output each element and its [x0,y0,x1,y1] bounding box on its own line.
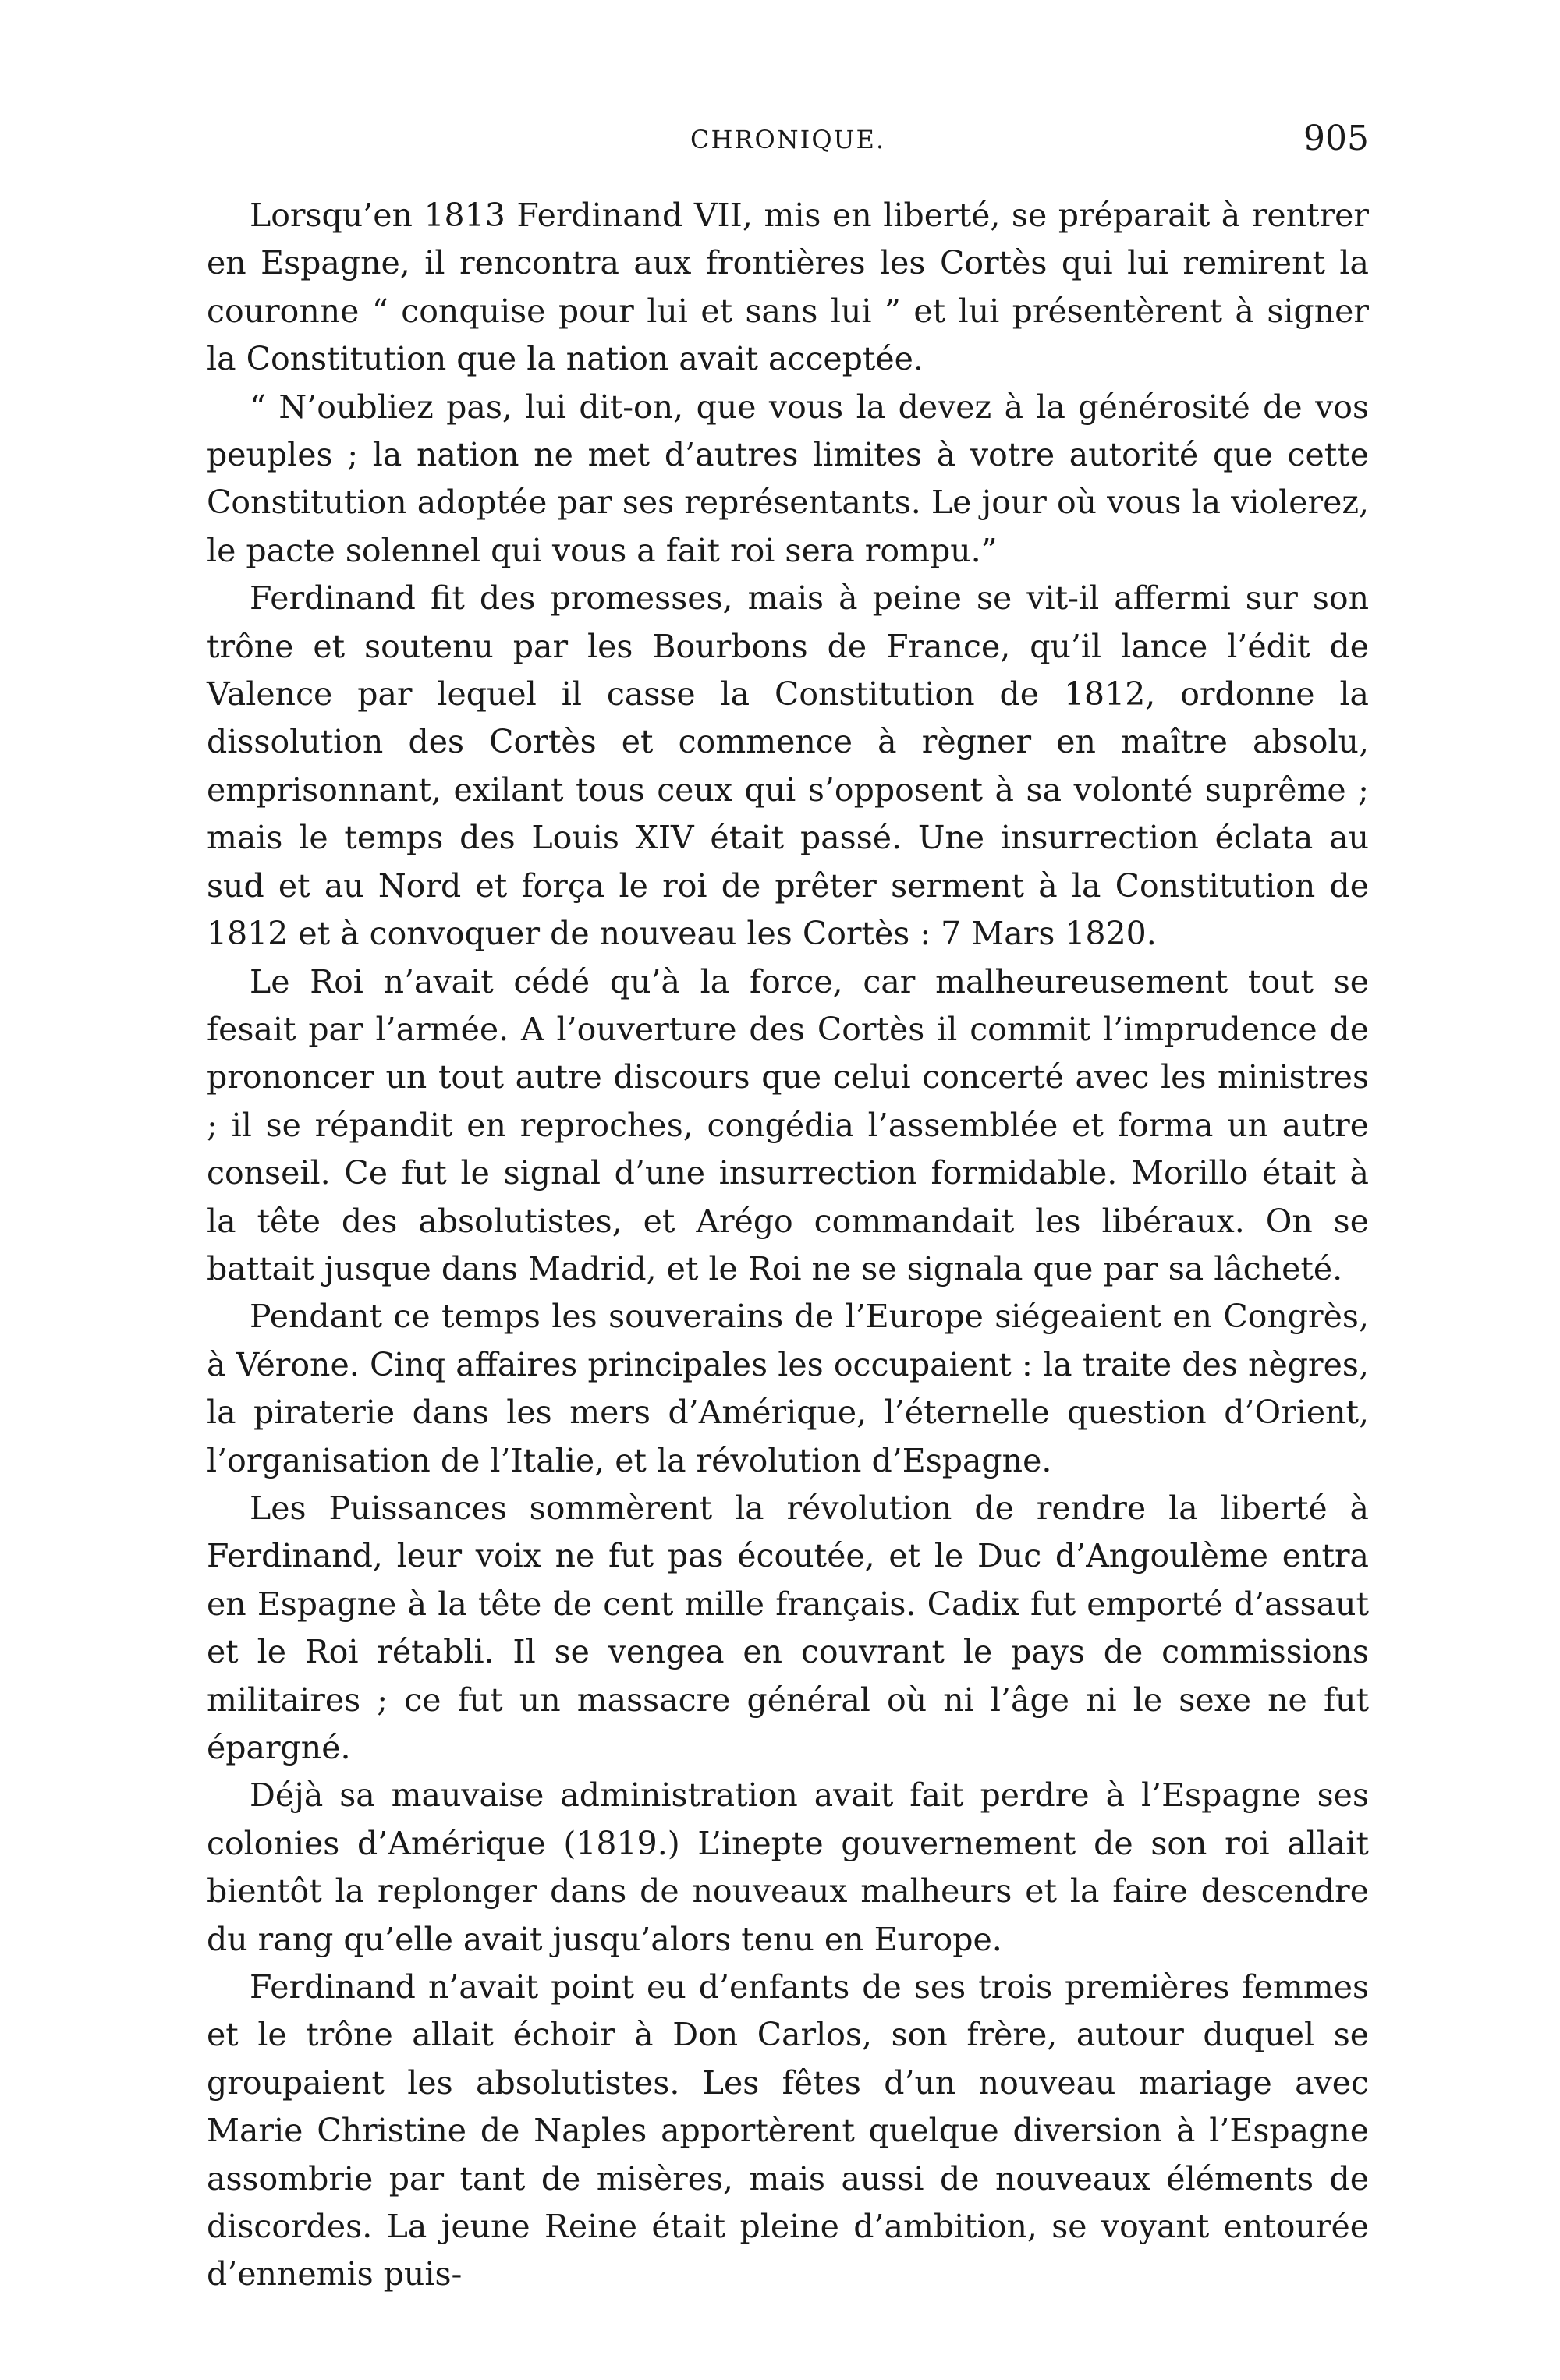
paragraph-8: Ferdinand n’avait point eu d’enfants de ses trois premières femmes et le trône allait échoir à Don Carlos, son frère, autour duquel se groupaient les absolutistes. Les fêtes d’un nouveau mariage avec Marie Christine de Naples apportèrent quelque diversion à l’Espagne assombrie par tant de misères, mais aussi de nouveaux éléments de discordes. La jeune Reine était pleine d’ambition, se voyant entourée d’ennemis puis- [207,1968,1369,2293]
paragraph-6: Les Puissances sommèrent la révolution de rendre la liberté à Ferdinand, leur voix ne fut pas écoutée, et le Duc d’Angoulème entra en Espagne à la tête de cent mille français. Cadix fut emporté d’assaut et le Roi rétabli. Il se vengea en couvrant le pays de commissions militaires ; ce fut un massacre général où ni l’âge ni le sexe ne fut épargné. [207,1489,1369,1766]
paragraph-7: Déjà sa mauvaise administration avait fait perdre à l’Espagne ses colonies d’Amérique (1819.) L’inepte gouvernement de son roi allait bientôt la replonger dans de nouveaux malheurs et la faire descendre du rang qu’elle avait jusqu’alors tenu en Europe. [207,1776,1369,1958]
paragraph-2: “ N’oubliez pas, lui dit-on, que vous la devez à la générosité de vos peuples ; la nation ne met d’autres limites à votre autorité que cette Constitution adoptée par ses représentants. Le jour où vous la violerez, le pacte solennel qui vous a fait roi sera rompu.” [207,388,1369,569]
paragraph-1: Lorsqu’en 1813 Ferdinand VII, mis en liberté, se préparait à rentrer en Espagne, il rencontra aux frontières les Cortès qui lui remirent la couronne “ conquise pour lui et sans lui ” et lui présentèrent à signer la Constitution que la nation avait acceptée. [207,197,1369,378]
running-title: CHRONIQUE. [690,125,886,154]
page-number: 905 [1303,119,1369,158]
paragraph-5: Pendant ce temps les souverains de l’Europe siégeaient en Congrès, à Vérone. Cinq affaires principales les occupaient : la traite des nègres, la piraterie dans les mers d’Amérique, l’éternelle question d’Orient, l’organisation de l’Italie, et la révolution d’Espagne. [207,1298,1369,1479]
paragraph-4: Le Roi n’avait cédé qu’à la force, car malheureusement tout se fesait par l’armée. A l’ouverture des Cortès il commit l’imprudence de prononcer un tout autre discours que celui concerté avec les ministres ; il se répandit en reproches, congédia l’assemblée et forma un autre conseil. Ce fut le signal d’une insurrection formidable. Morillo était à la tête des absolutistes, et Arégo commandait les libéraux. On se battait jusque dans Madrid, et le Roi ne se signala que par sa lâcheté. [207,962,1369,1287]
running-head [207,119,1369,172]
body-text [207,192,1369,2299]
paragraph-3: Ferdinand fit des promesses, mais à peine se vit-il affermi sur son trône et soutenu par les Bourbons de France, qu’il lance l’édit de Valence par lequel il casse la Constitution de 1812, ordonne la dissolution des Cortès et commence à règner en maître absolu, emprisonnant, exilant tous ceux qui s’opposent à sa volonté suprême ; mais le temps des Louis XIV était passé. Une insurrection éclata au sud et au Nord et força le roi de prêter serment à la Constitution de 1812 et à convoquer de nouveau les Cortès : 7 Mars 1820. [207,579,1369,953]
